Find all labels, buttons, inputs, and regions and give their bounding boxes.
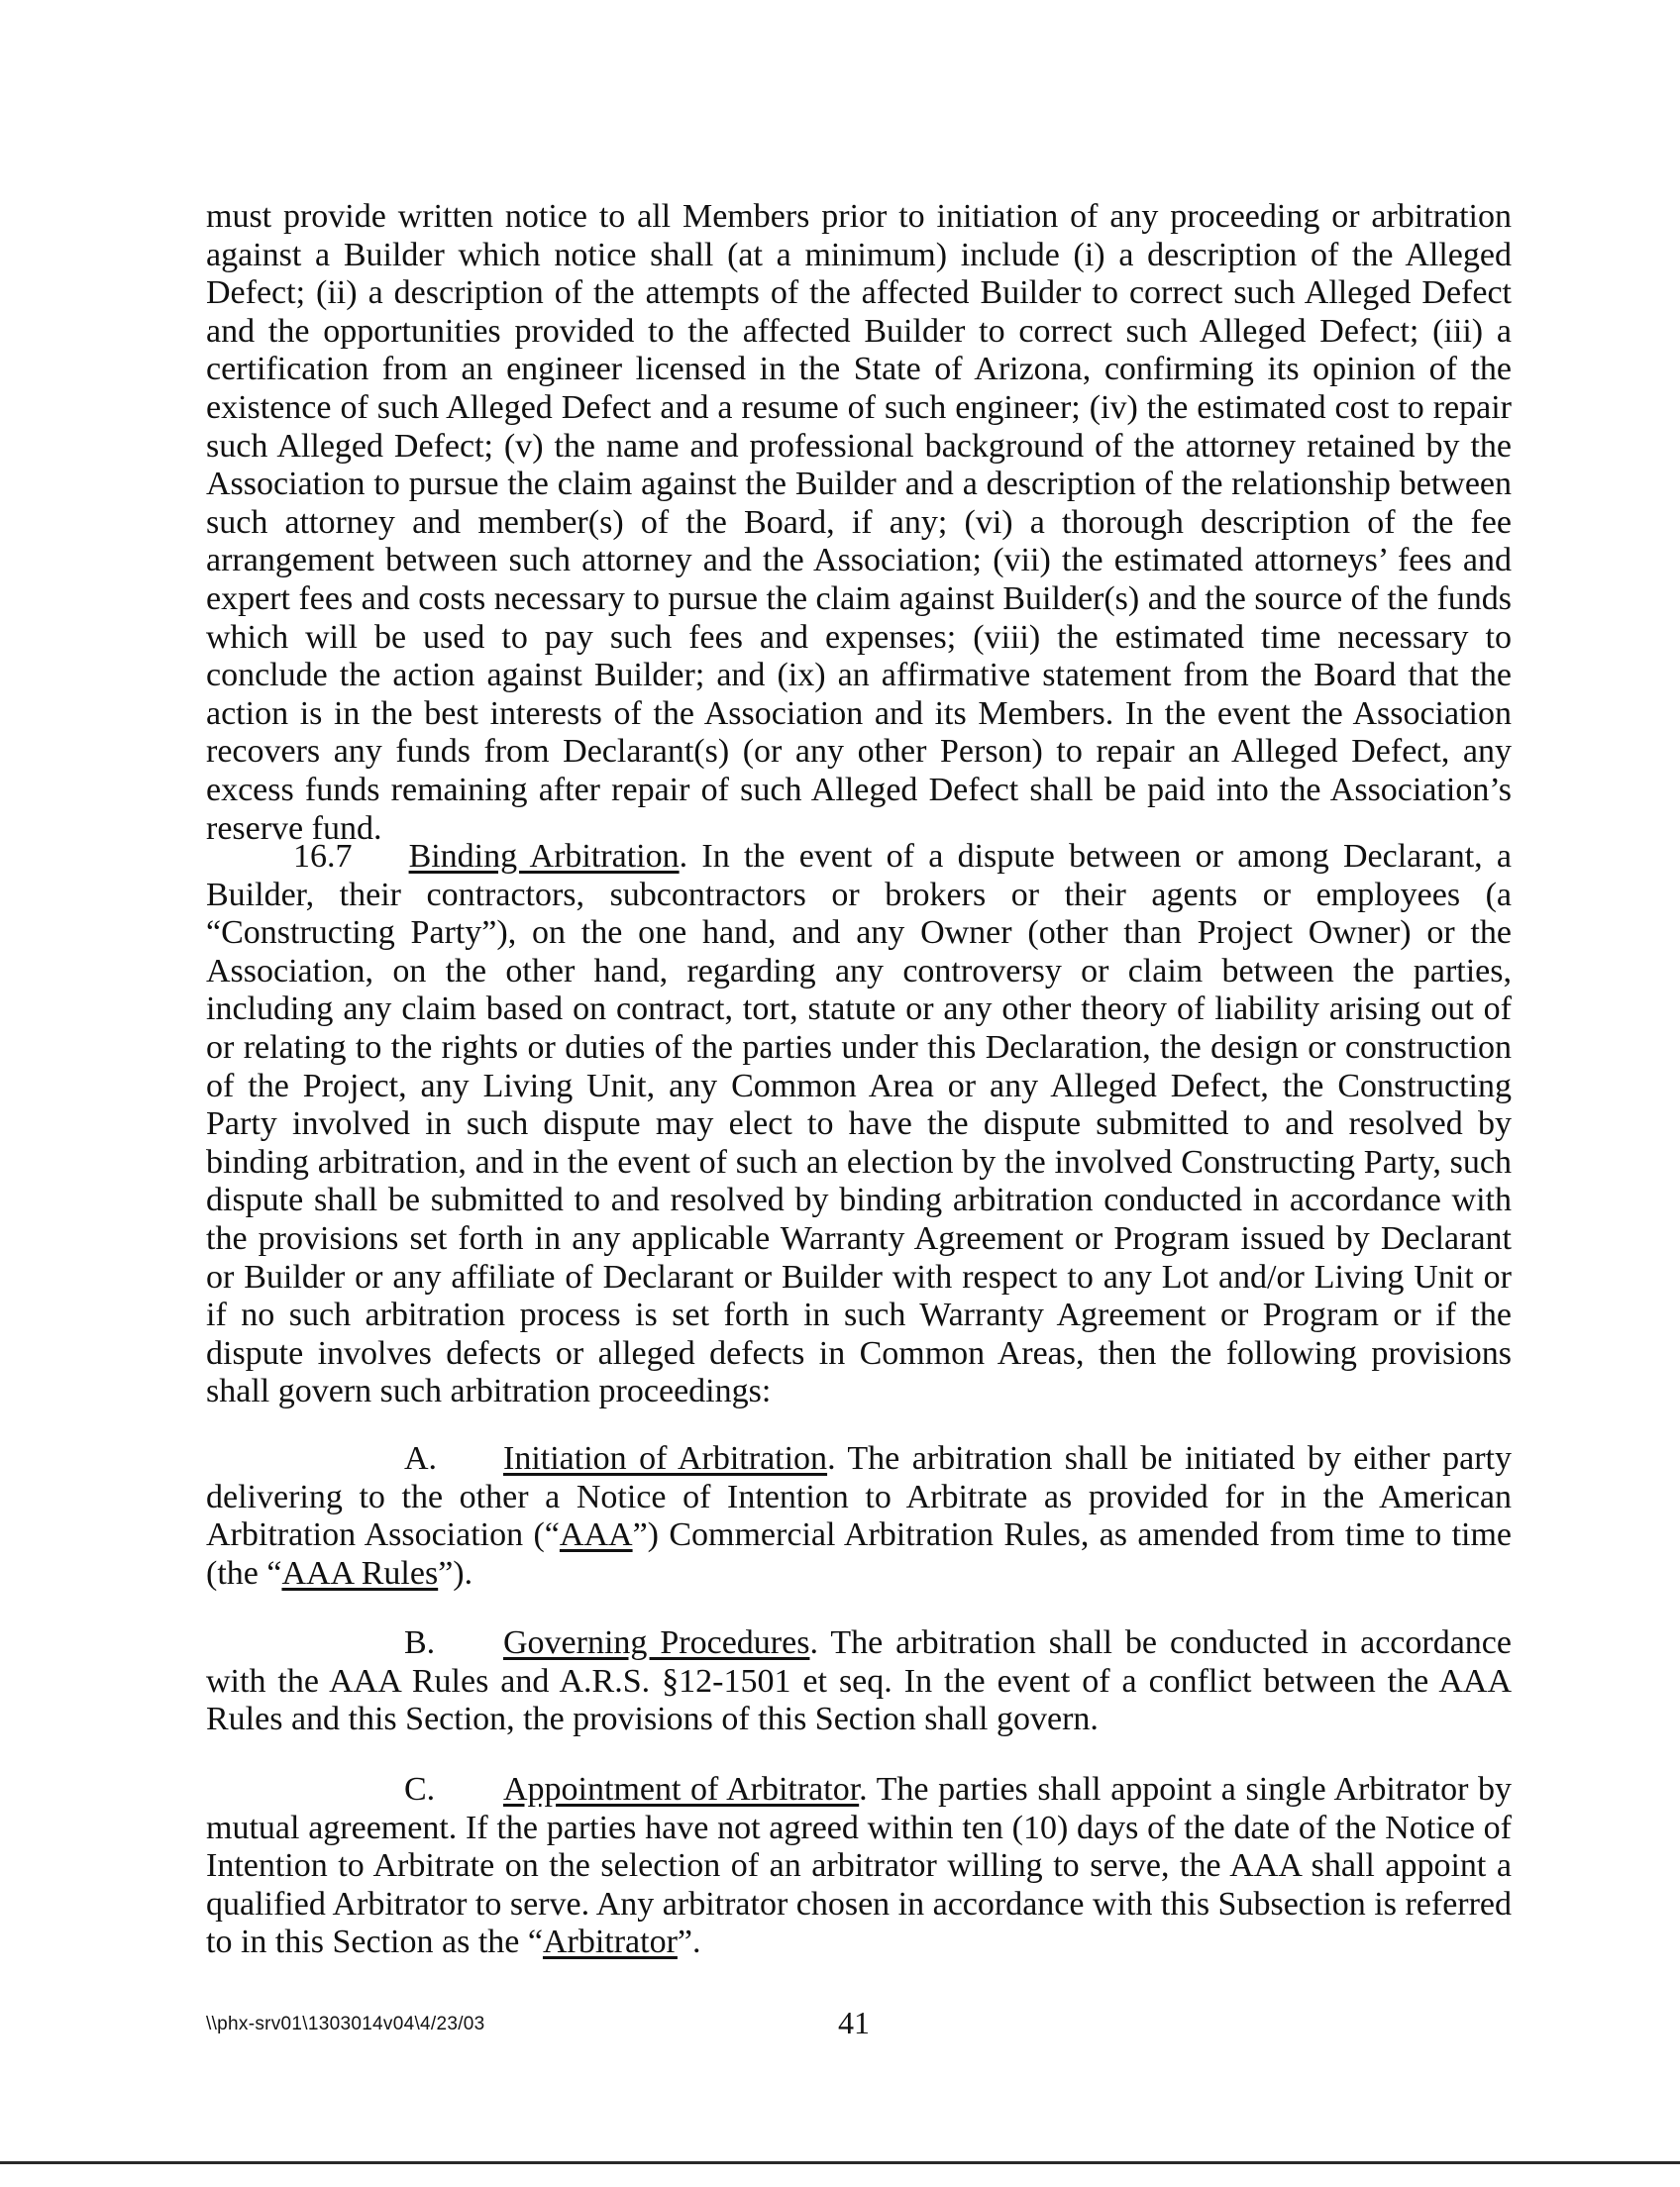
subsection-text: . The arbitration shall be initiated by either party delivering to the other a Notice of Intention to Arbitrate as provided for in the American Arbitration Association (“	[206, 1440, 1512, 1554]
subsection-heading: Governing Procedures	[503, 1624, 810, 1661]
page-number: 41	[838, 2005, 870, 2040]
subsection-label: C.	[404, 1771, 436, 1808]
subsection-text: ”.	[677, 1924, 701, 1961]
subsection-text: ”).	[438, 1554, 473, 1592]
section-heading: Binding Arbitration	[408, 838, 680, 875]
paragraph-text: must provide written notice to all Members prior to initiation of any proceeding or arbitration against a Builder which notice shall (at a minimum) include (i) a description of the Alleged Defect; (ii) a description of the attempts of the affected Builder to correct such Alleged Defect and the opportunities provided to the affected Builder to correct such Alleged Defect; (iii) a certification from an engineer licensed in the State of Arizona, confirming its opinion of the existence of such Alleged Defect and a resume of such engineer; (iv) the estimated cost to repair such Alleged Defect; (v) the name and professional background of the attorney retained by the Association to pursue the claim against the Builder and a description of the relationship between such attorney and member(s) of the Board, if any; (vi) a thorough description of the fee arrangement between such attorney and the Association; (vii) the estimated attorneys’ fees and expert fees and costs necessary to pursue the claim against Builder(s) and the source of the funds which will be used to pay such fees and expenses; (viii) the estimated time necessary to conclude the action against Builder; and (ix) an affirmative statement from the Board that the action is in the best interests of the Association and its Members. In the event the Association recovers any funds from Declarant(s) (or any other Person) to repair an Alleged Defect, any excess funds remaining after repair of such Alleged Defect shall be paid into the Association’s reserve fund.	[206, 198, 1513, 847]
subsection-heading: Initiation of Arbitration	[503, 1440, 828, 1477]
subsection-label: B.	[404, 1624, 436, 1661]
subsection-text: ”) Commercial Arbitration Rules, as amended from time to time (the “	[206, 1516, 1512, 1592]
subsection-label: A.	[404, 1440, 438, 1477]
subsection-text: . The parties shall appoint a single Arbitrator by mutual agreement. If the parties have not agreed within ten (10) days of the date of the Notice of Intention to Arbitrate on the selection of an arbitrator willing to serve, the AAA shall appoint a qualified Arbitrator to serve. Any arbitrator chosen in accordance with this Subsection is referred to in this Section as the “	[206, 1771, 1513, 1961]
section-number: 16.7	[293, 838, 353, 875]
paragraph-notice-requirements	[206, 198, 1512, 848]
subsection-heading: Appointment of Arbitrator	[503, 1771, 860, 1808]
subsection-b-governing	[206, 1624, 1512, 1739]
scan-edge-line	[0, 2161, 1680, 2164]
subsection-a-initiation	[206, 1440, 1512, 1593]
footer-file-path: \\phx-srv01\1303014v04\4/23/03	[206, 2014, 485, 2034]
section-16-7-binding-arbitration	[206, 838, 1512, 1411]
defined-term-aaa: AAA	[559, 1516, 633, 1554]
defined-term-arbitrator: Arbitrator	[542, 1924, 678, 1961]
subsection-c-appointment	[206, 1771, 1512, 1962]
subsection-text: . The arbitration shall be conducted in accordance with the AAA Rules and A.R.S. §12-1501 et seq. In the event of a conflict between the AAA Rules and this Section, the provisions of this Section shall govern.	[206, 1624, 1512, 1738]
section-text: . In the event of a dispute between or among Declarant, a Builder, their contractors, subcontractors or brokers or their agents or employees (a “Constructing Party”), on the one hand, and any Owner (other than Project Owner) or the Association, on the other hand, regarding any controversy or claim between the parties, including any claim based on contract, tort, statute or any other theory of liability arising out of or relating to the rights or duties of the parties under this Declaration, the design or construction of the Project, any Living Unit, any Common Area or any Alleged Defect, the Constructing Party involved in such dispute may elect to have the dispute submitted to and resolved by binding arbitration, and in the event of such an election by the involved Constructing Party, such dispute shall be submitted to and resolved by binding arbitration conducted in accordance with the provisions set forth in any applicable Warranty Agreement or Program issued by Declarant or Builder or any affiliate of Declarant or Builder with respect to any Lot and/or Living Unit or if no such arbitration process is set forth in such Warranty Agreement or Program or if the dispute involves defects or alleged defects in Common Areas, then the following provisions shall govern such arbitration proceedings:	[206, 838, 1512, 1410]
defined-term-aaa-rules: AAA Rules	[281, 1554, 439, 1592]
